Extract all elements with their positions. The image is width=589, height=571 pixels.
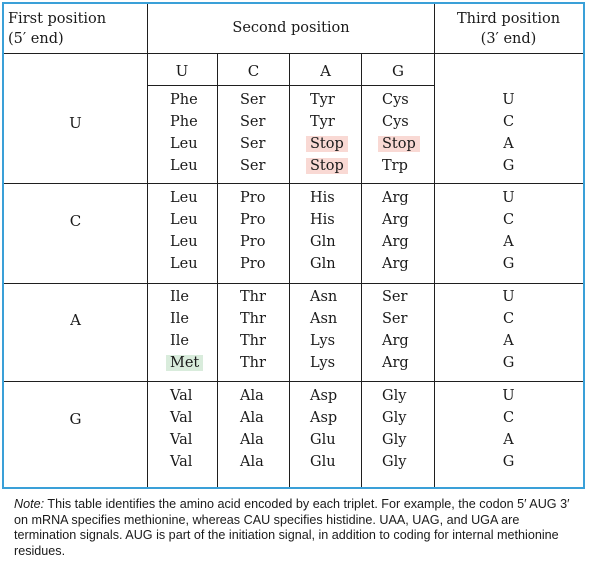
- amino-acid-cell: Pro: [240, 234, 266, 250]
- amino-acid-cell: His: [310, 190, 335, 206]
- third-base: G: [502, 256, 515, 272]
- divider-group-c: [4, 283, 583, 284]
- amino-acid-cell: Leu: [170, 136, 198, 152]
- amino-acid-cell: Leu: [170, 212, 198, 228]
- amino-acid-cell: Ser: [382, 289, 408, 305]
- amino-acid-cell: Val: [170, 388, 193, 404]
- third-base: U: [502, 388, 515, 404]
- amino-acid-cell: Thr: [240, 311, 266, 327]
- amino-acid-cell: Ser: [240, 92, 266, 108]
- amino-acid-cell: Gln: [310, 256, 336, 272]
- note-text: This table identifies the amino acid encoded by each triplet. For example, the codon 5′ AUG 3′ on mRNA specifies methionine, whereas CAU specifies histidine. UAA, UAG, and UGA are termination signals. AUG is part of the initiation signal, in addition to coding for internal methionine residues.: [14, 497, 570, 558]
- amino-acid-cell: Ile: [170, 289, 189, 305]
- third-base: U: [502, 190, 515, 206]
- stop-codon-highlight: Stop: [378, 136, 420, 152]
- third-position-title: Third position: [456, 11, 561, 27]
- stop-codon-cell: [310, 134, 348, 154]
- amino-acid-cell: Arg: [382, 355, 409, 371]
- amino-acid-cell: Ala: [240, 454, 264, 470]
- third-position-subtitle: (3′ end): [480, 31, 537, 47]
- second-base-a: A: [320, 62, 331, 80]
- amino-acid-cell: Gln: [310, 234, 336, 250]
- amino-acid-cell: Pro: [240, 256, 266, 272]
- amino-acid-cell: Lys: [310, 355, 336, 371]
- third-base: C: [502, 311, 515, 327]
- third-base: G: [502, 454, 515, 470]
- stop-codon-highlight: Stop: [306, 158, 348, 174]
- amino-acid-cell: Arg: [382, 333, 409, 349]
- divider-group-u: [4, 183, 583, 184]
- third-base: A: [503, 136, 514, 152]
- second-base-g: G: [392, 62, 404, 80]
- amino-acid-cell: Asp: [310, 388, 338, 404]
- divider-header: [4, 53, 583, 54]
- stop-codon-cell: [382, 134, 420, 154]
- third-base: G: [502, 158, 515, 174]
- third-base: C: [502, 410, 515, 426]
- stop-codon-cell: [310, 156, 348, 176]
- second-base-u: U: [175, 62, 189, 80]
- amino-acid-cell: Ala: [240, 410, 264, 426]
- amino-acid-cell: Arg: [382, 234, 409, 250]
- amino-acid-cell: Ile: [170, 311, 189, 327]
- amino-acid-cell: Ser: [240, 114, 266, 130]
- amino-acid-cell: Trp: [382, 158, 408, 174]
- amino-acid-cell: Glu: [310, 454, 336, 470]
- amino-acid-cell: His: [310, 212, 335, 228]
- amino-acid-cell: Arg: [382, 212, 409, 228]
- amino-acid-cell: Arg: [382, 190, 409, 206]
- third-base: A: [503, 333, 514, 349]
- amino-acid-cell: Glu: [310, 432, 336, 448]
- start-codon-cell: [170, 353, 203, 373]
- table-footnote: [14, 497, 580, 559]
- amino-acid-cell: Tyr: [310, 92, 335, 108]
- amino-acid-cell: Pro: [240, 190, 266, 206]
- divider-second-u-c: [217, 54, 218, 487]
- amino-acid-cell: Cys: [382, 114, 409, 130]
- divider-third-col: [434, 4, 435, 487]
- third-base: C: [502, 212, 515, 228]
- third-base: A: [503, 234, 514, 250]
- start-codon-highlight: Met: [166, 355, 203, 371]
- amino-acid-cell: Thr: [240, 355, 266, 371]
- amino-acid-cell: Pro: [240, 212, 266, 228]
- amino-acid-cell: Ala: [240, 388, 264, 404]
- amino-acid-cell: Asn: [310, 311, 338, 327]
- first-position-header: [8, 9, 106, 49]
- third-base: C: [502, 114, 515, 130]
- amino-acid-cell: Asn: [310, 289, 338, 305]
- amino-acid-cell: Lys: [310, 333, 336, 349]
- amino-acid-cell: Phe: [170, 114, 198, 130]
- divider-second-c-a: [289, 54, 290, 487]
- amino-acid-cell: Val: [170, 432, 193, 448]
- amino-acid-cell: Gly: [382, 432, 407, 448]
- divider-second-a-g: [361, 54, 362, 487]
- amino-acid-cell: Gly: [382, 388, 407, 404]
- divider-second-bases: [147, 85, 435, 86]
- amino-acid-cell: Ile: [170, 333, 189, 349]
- amino-acid-cell: Ala: [240, 432, 264, 448]
- divider-group-a: [4, 381, 583, 382]
- amino-acid-cell: Leu: [170, 256, 198, 272]
- amino-acid-cell: Cys: [382, 92, 409, 108]
- amino-acid-cell: Thr: [240, 333, 266, 349]
- third-base: U: [502, 289, 515, 305]
- amino-acid-cell: Leu: [170, 158, 198, 174]
- amino-acid-cell: Leu: [170, 234, 198, 250]
- amino-acid-cell: Val: [170, 454, 193, 470]
- amino-acid-cell: Ser: [382, 311, 408, 327]
- third-base: G: [502, 355, 515, 371]
- stop-codon-highlight: Stop: [306, 136, 348, 152]
- amino-acid-cell: Asp: [310, 410, 338, 426]
- amino-acid-cell: Thr: [240, 289, 266, 305]
- note-label: Note:: [14, 497, 45, 511]
- first-base: C: [69, 212, 82, 230]
- amino-acid-cell: Leu: [170, 190, 198, 206]
- third-base: U: [502, 92, 515, 108]
- amino-acid-cell: Phe: [170, 92, 198, 108]
- amino-acid-cell: Gly: [382, 410, 407, 426]
- first-base: U: [69, 114, 82, 132]
- first-position-title: First position: [8, 11, 107, 27]
- first-position-subtitle: (5′ end): [8, 31, 64, 47]
- amino-acid-cell: Tyr: [310, 114, 335, 130]
- first-base: A: [70, 311, 81, 329]
- second-base-c: C: [247, 62, 260, 80]
- first-base: G: [69, 410, 82, 428]
- amino-acid-cell: Val: [170, 410, 193, 426]
- amino-acid-cell: Arg: [382, 256, 409, 272]
- amino-acid-cell: Gly: [382, 454, 407, 470]
- amino-acid-cell: Ser: [240, 158, 266, 174]
- third-base: A: [503, 432, 514, 448]
- second-position-header: Second position: [232, 20, 350, 36]
- amino-acid-cell: Ser: [240, 136, 266, 152]
- third-position-header: [436, 9, 581, 49]
